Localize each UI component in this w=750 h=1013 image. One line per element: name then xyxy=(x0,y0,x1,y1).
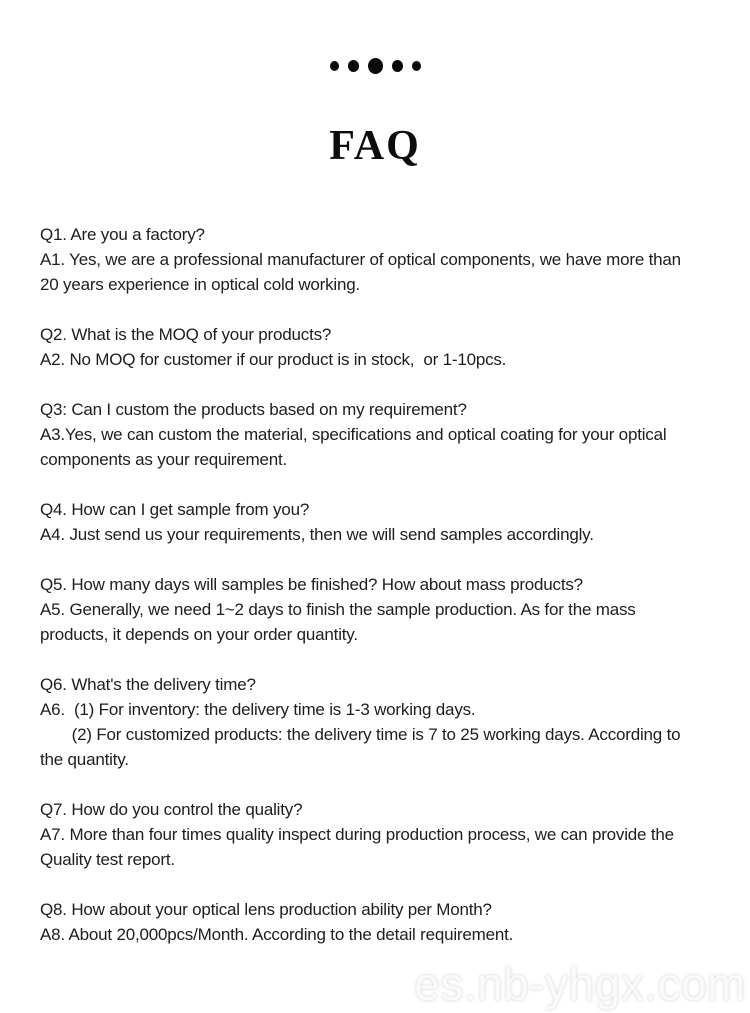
faq-answer-line: components as your requirement. xyxy=(40,450,288,469)
faq-question: Q7. How do you control the quality? xyxy=(40,800,303,819)
watermark-text: es.nb-yhgx.com xyxy=(414,958,746,1010)
dot-icon xyxy=(348,60,359,72)
faq-answer-line: A4. Just send us your requirements, then we will send samples accordingly. xyxy=(40,525,594,544)
faq-answer-line: A6. (1) For inventory: the delivery time is 1-3 working days. xyxy=(40,700,476,719)
faq-question: Q8. How about your optical lens production ability per Month? xyxy=(40,900,492,919)
faq-item xyxy=(40,397,734,472)
faq-answer-line: (2) For customized products: the delivery time is 7 to 25 working days. According to xyxy=(40,725,681,744)
faq-question: Q3: Can I custom the products based on my requirement? xyxy=(40,400,467,419)
faq-item xyxy=(40,222,734,297)
faq-answer-line: 20 years experience in optical cold working. xyxy=(40,275,361,294)
faq-list xyxy=(40,222,734,972)
faq-answer-line: A7. More than four times quality inspect during production process, we can provide the xyxy=(40,825,674,844)
faq-answer-line: A5. Generally, we need 1~2 days to finish the sample production. As for the mass xyxy=(40,600,636,619)
faq-answer-line: Quality test report. xyxy=(40,850,175,869)
faq-item xyxy=(40,797,734,872)
faq-question: Q1. Are you a factory? xyxy=(40,225,205,244)
faq-answer-line: products, it depends on your order quantity. xyxy=(40,625,358,644)
dot-icon xyxy=(412,61,421,71)
faq-question: Q2. What is the MOQ of your products? xyxy=(40,325,332,344)
page-title: FAQ xyxy=(329,123,421,169)
faq-question: Q4. How can I get sample from you? xyxy=(40,500,310,519)
dots-decoration xyxy=(0,58,750,74)
faq-question: Q5. How many days will samples be finished? How about mass products? xyxy=(40,575,583,594)
faq-answer-line: A1. Yes, we are a professional manufacturer of optical components, we have more than xyxy=(40,250,681,269)
faq-answer-line: A3.Yes, we can custom the material, specifications and optical coating for your optical xyxy=(40,425,667,444)
faq-answer-line: the quantity. xyxy=(40,750,129,769)
faq-answer-line: A8. About 20,000pcs/Month. According to the detail requirement. xyxy=(40,925,514,944)
faq-item xyxy=(40,672,734,772)
dot-icon xyxy=(392,60,403,72)
faq-question: Q6. What's the delivery time? xyxy=(40,675,256,694)
dot-icon xyxy=(368,58,383,74)
dot-icon xyxy=(330,61,339,71)
faq-item xyxy=(40,897,734,947)
faq-item xyxy=(40,497,734,547)
faq-answer-line: A2. No MOQ for customer if our product is in stock, or 1-10pcs. xyxy=(40,350,507,369)
faq-item xyxy=(40,322,734,372)
faq-item xyxy=(40,572,734,647)
